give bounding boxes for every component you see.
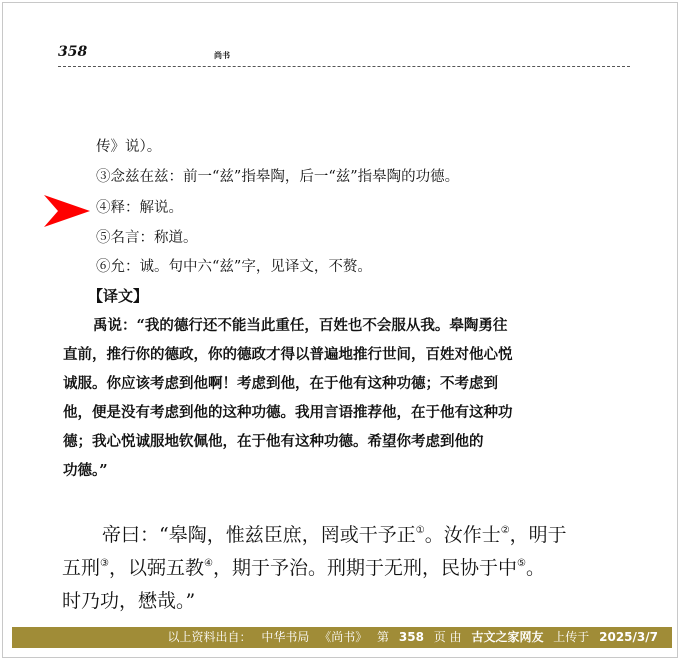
note-item-4: ④释：解说。	[96, 200, 183, 216]
translation-paragraph	[63, 311, 593, 485]
original-text: 。	[525, 557, 545, 579]
translation-line: 禹说：“我的德行还不能当此重任，百姓也不会服从我。皋陶勇往	[93, 317, 508, 334]
footer-page-prefix: 第	[377, 630, 390, 644]
original-text-paragraph	[62, 519, 602, 618]
original-text: ，以弼五教	[108, 557, 204, 579]
footnote-ref: ③	[100, 558, 109, 569]
translation-line: 他，便是没有考虑到他的这种功德。我用言语推荐他，在于他有这种功	[63, 404, 513, 421]
footnote-ref: ④	[204, 558, 213, 569]
pointer-arrow-icon	[44, 195, 92, 227]
note-item-3: ③念兹在兹：前一“兹”指皋陶，后一“兹”指皋陶的功德。	[96, 169, 460, 185]
page-number: 358	[58, 44, 88, 60]
original-line-2	[62, 552, 602, 585]
source-footer-bar	[12, 627, 672, 648]
translation-line: 诚服。你应该考虑到他啊！考虑到他，在于他有这种功德；不考虑到	[63, 375, 498, 392]
original-text: 五刑	[62, 557, 101, 579]
footer-uploaded-label: 上传于	[553, 630, 590, 644]
original-line-1	[62, 519, 602, 552]
original-text: ，期于予治。刑期于无刑，民协于中	[212, 557, 517, 579]
page-header	[58, 44, 630, 67]
original-text: 帝曰：“皋陶，惟兹臣庶，罔或干予正	[102, 524, 416, 546]
footer-publisher: 中华书局	[261, 630, 310, 644]
footnote-ref: ①	[415, 525, 425, 536]
footer-date: 2025/3/7	[599, 630, 658, 644]
note-line: 传》说）。	[96, 139, 162, 155]
running-head-title: 尚书	[214, 50, 230, 60]
original-text: ，明于	[509, 524, 567, 546]
footer-page-number: 358	[398, 630, 424, 644]
original-line-3: 时乃功，懋哉。”	[62, 590, 196, 612]
translation-line: 直前，推行你的德政，你的德政才得以普遍地推行世间，百姓对他心悦	[63, 346, 513, 363]
translation-line: 功德。”	[63, 462, 108, 479]
note-item-5: ⑤名言：称道。	[96, 230, 198, 246]
footer-page-suffix: 页 由	[433, 630, 462, 644]
footer-prefix: 以上资料出自：	[167, 630, 252, 644]
footnote-ref: ②	[500, 525, 510, 536]
footer-book-title: 《尚书》	[319, 630, 368, 644]
note-item-6: ⑥允：诚。句中六“兹”字，见译文，不赘。	[96, 259, 372, 275]
footnote-ref: ⑤	[516, 558, 526, 569]
original-text: 。汝作士	[424, 524, 501, 546]
footer-site-link[interactable]: 古文之家网友	[471, 630, 544, 644]
translation-line: 德；我心悦诚服地钦佩他，在于他有这种功德。希望你考虑到他的	[63, 433, 484, 450]
translation-heading: 【译文】	[88, 287, 149, 305]
